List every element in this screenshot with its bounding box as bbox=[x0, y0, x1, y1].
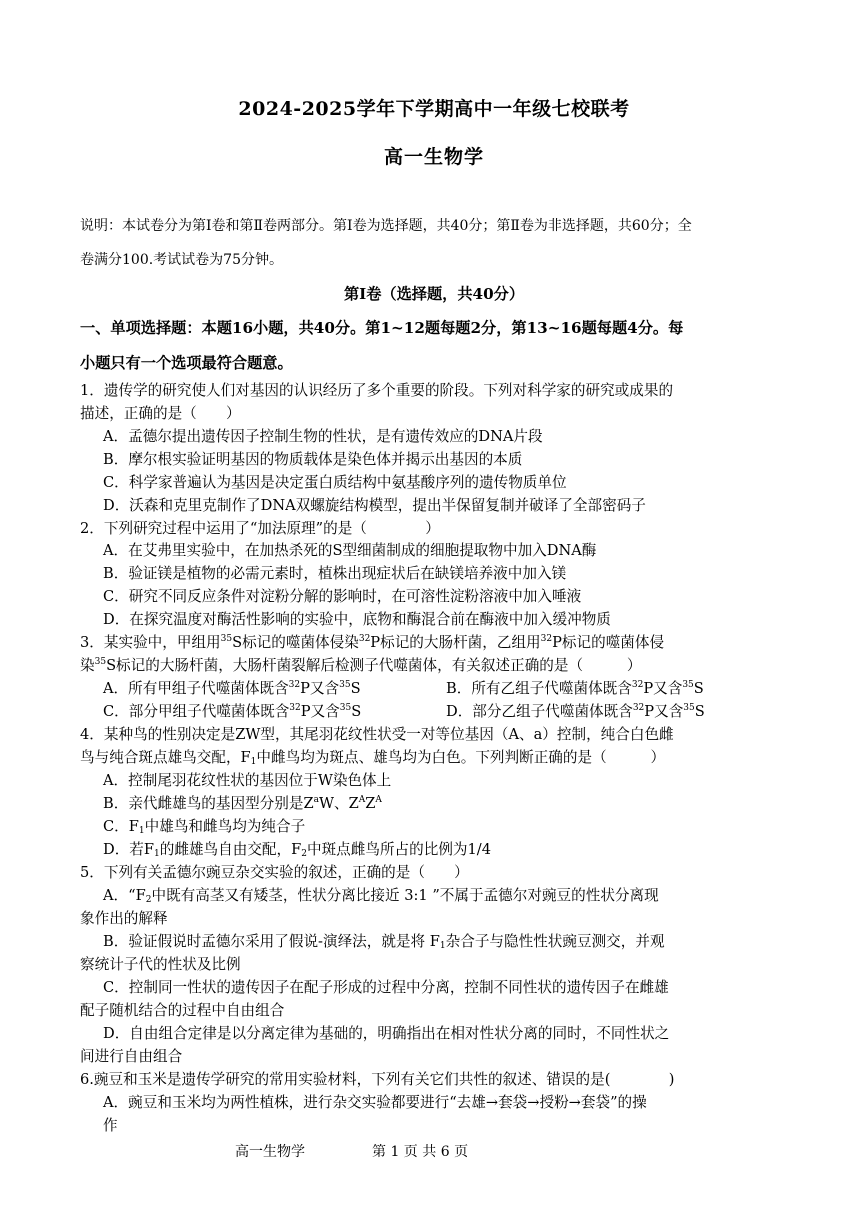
q1-option-b: B．摩尔根实验证明基因的物质载体是染色体并揭示出基因的本质 bbox=[103, 451, 523, 468]
footer-subject: 高一生物学 bbox=[235, 1144, 305, 1160]
footer-page-number: 第 1 页 共 6 页 bbox=[372, 1144, 469, 1160]
q2-stem: 2．下列研究过程中运用了“加法原理”的是（ ） bbox=[80, 520, 440, 537]
q2-option-d: D．在探究温度对酶活性影响的实验中，底物和酶混合前在酶液中加入缓冲物质 bbox=[103, 611, 611, 628]
instructions-line-1: 说明：本试卷分为第Ⅰ卷和第Ⅱ卷两部分。第Ⅰ卷为选择题，共40分；第Ⅱ卷为非选择题，共60分；全 bbox=[80, 218, 692, 234]
section-heading-line-1: 一、单项选择题：本题16小题，共40分。第1~12题每题2分，第13~16题每题4分。每 bbox=[80, 319, 684, 337]
section-heading-line-2: 小题只有一个选项最符合题意。 bbox=[80, 354, 293, 372]
q6-option-a-line-2: 作 bbox=[103, 1117, 118, 1134]
q1-stem-line-1: 1．遗传学的研究使人们对基因的认识经历了多个重要的阶段。下列对科学家的研究或成果的 bbox=[80, 382, 674, 399]
q2-option-b: B．验证镁是植物的必需元素时，植株出现症状后在缺镁培养液中加入镁 bbox=[103, 565, 567, 582]
part1-heading: 第Ⅰ卷（选择题，共40分） bbox=[343, 285, 525, 303]
q4-option-a: A．控制尾羽花纹性状的基因位于W染色体上 bbox=[103, 772, 392, 789]
instructions-line-2: 卷满分100.考试试卷为75分钟。 bbox=[80, 252, 283, 268]
q3-option-d: D．部分乙组子代噬菌体既含$^{32}$P又含$^{35}$S bbox=[446, 703, 705, 720]
q3-option-a: A．所有甲组子代噬菌体既含$^{32}$P又含$^{35}$S bbox=[103, 680, 361, 697]
q6-stem: 6.豌豆和玉米是遗传学研究的常用实验材料，下列有关它们共性的叙述、错误的是( ) bbox=[80, 1071, 675, 1088]
q1-option-d: D．沃森和克里克制作了DNA双螺旋结构模型，提出半保留复制并破译了全部密码子 bbox=[103, 497, 646, 514]
q5-stem: 5．下列有关孟德尔豌豆杂交实验的叙述，正确的是（ ） bbox=[80, 864, 469, 881]
q1-option-a: A．孟德尔提出遗传因子控制生物的性状，是有遗传效应的DNA片段 bbox=[103, 428, 543, 445]
q1-option-c: C．科学家普遍认为基因是决定蛋白质结构中氨基酸序列的遗传物质单位 bbox=[103, 474, 567, 491]
q3-option-b: B．所有乙组子代噬菌体既含$^{32}$P又含$^{35}$S bbox=[446, 680, 704, 697]
q2-option-a: A．在艾弗里实验中，在加热杀死的S型细菌制成的细胞提取物中加入DNA酶 bbox=[103, 542, 597, 559]
q5-option-d-line-2: 间进行自由组合 bbox=[80, 1048, 183, 1065]
q5-option-a-line-1: A．“$F_2$中既有高茎又有矮茎，性状分离比接近 3:1 ”不属于孟德尔对豌豆的性状分离现 bbox=[103, 887, 659, 905]
q4-option-c: C．$F_1$中雄鸟和雌鸟均为纯合子 bbox=[103, 818, 306, 836]
q6-option-a-line-1: A．豌豆和玉米均为两性植株，进行杂交实验都要进行“去雄→套袋→授粉→套袋”的操 bbox=[103, 1094, 647, 1111]
q1-stem-line-2: 描述，正确的是（ ） bbox=[80, 405, 241, 422]
q5-option-c-line-1: C．控制同一性状的遗传因子在配子形成的过程中分离，控制不同性状的遗传因子在雌雄 bbox=[103, 979, 669, 996]
q5-option-b-line-2: 察统计子代的性状及比例 bbox=[80, 956, 241, 973]
q5-option-d-line-1: D．自由组合定律是以分离定律为基础的，明确指出在相对性状分离的同时，不同性状之 bbox=[103, 1025, 670, 1042]
exam-title: 2024-2025学年下学期高中一年级七校联考 bbox=[238, 98, 630, 120]
q5-option-a-line-2: 象作出的解释 bbox=[80, 910, 168, 927]
exam-subject: 高一生物学 bbox=[383, 146, 484, 168]
q3-stem-line-2: 染$^{35}$S标记的大肠杆菌，大肠杆菌裂解后检测子代噬菌体，有关叙述正确的是（ ） bbox=[80, 657, 642, 674]
q4-option-d: D．若$F_1$的雌雄鸟自由交配，$F_2$中斑点雌鸟所占的比例为1/4 bbox=[103, 841, 491, 859]
q3-stem-line-1: 3．某实验中，甲组用$^{35}$S标记的噬菌体侵染$^{32}$P标记的大肠杆菌，乙组用$^{32}$P标记的噬菌体侵 bbox=[80, 634, 665, 651]
q5-option-b-line-1: B．验证假说时孟德尔采用了假说-演绎法，就是将 $F_1$杂合子与隐性性状豌豆测交，并观 bbox=[103, 933, 665, 951]
q3-option-c: C．部分甲组子代噬菌体既含$^{32}$P又含$^{35}$S bbox=[103, 703, 362, 720]
q5-option-c-line-2: 配子随机结合的过程中自由组合 bbox=[80, 1002, 285, 1019]
q4-option-b: B．亲代雌雄鸟的基因型分别是$Z^aW$、$Z^AZ^A$ bbox=[103, 795, 382, 812]
q4-stem-line-2: 鸟与纯合斑点雄鸟交配，$F_1$中雌鸟均为斑点、雄鸟均为白色。下列判断正确的是（ ） bbox=[80, 749, 666, 767]
q2-option-c: C．研究不同反应条件对淀粉分解的影响时，在可溶性淀粉溶液中加入唾液 bbox=[103, 588, 582, 605]
q4-stem-line-1: 4．某种鸟的性别决定是ZW型，其尾羽花纹性状受一对等位基因（A、a）控制，纯合白色雌 bbox=[80, 726, 674, 743]
